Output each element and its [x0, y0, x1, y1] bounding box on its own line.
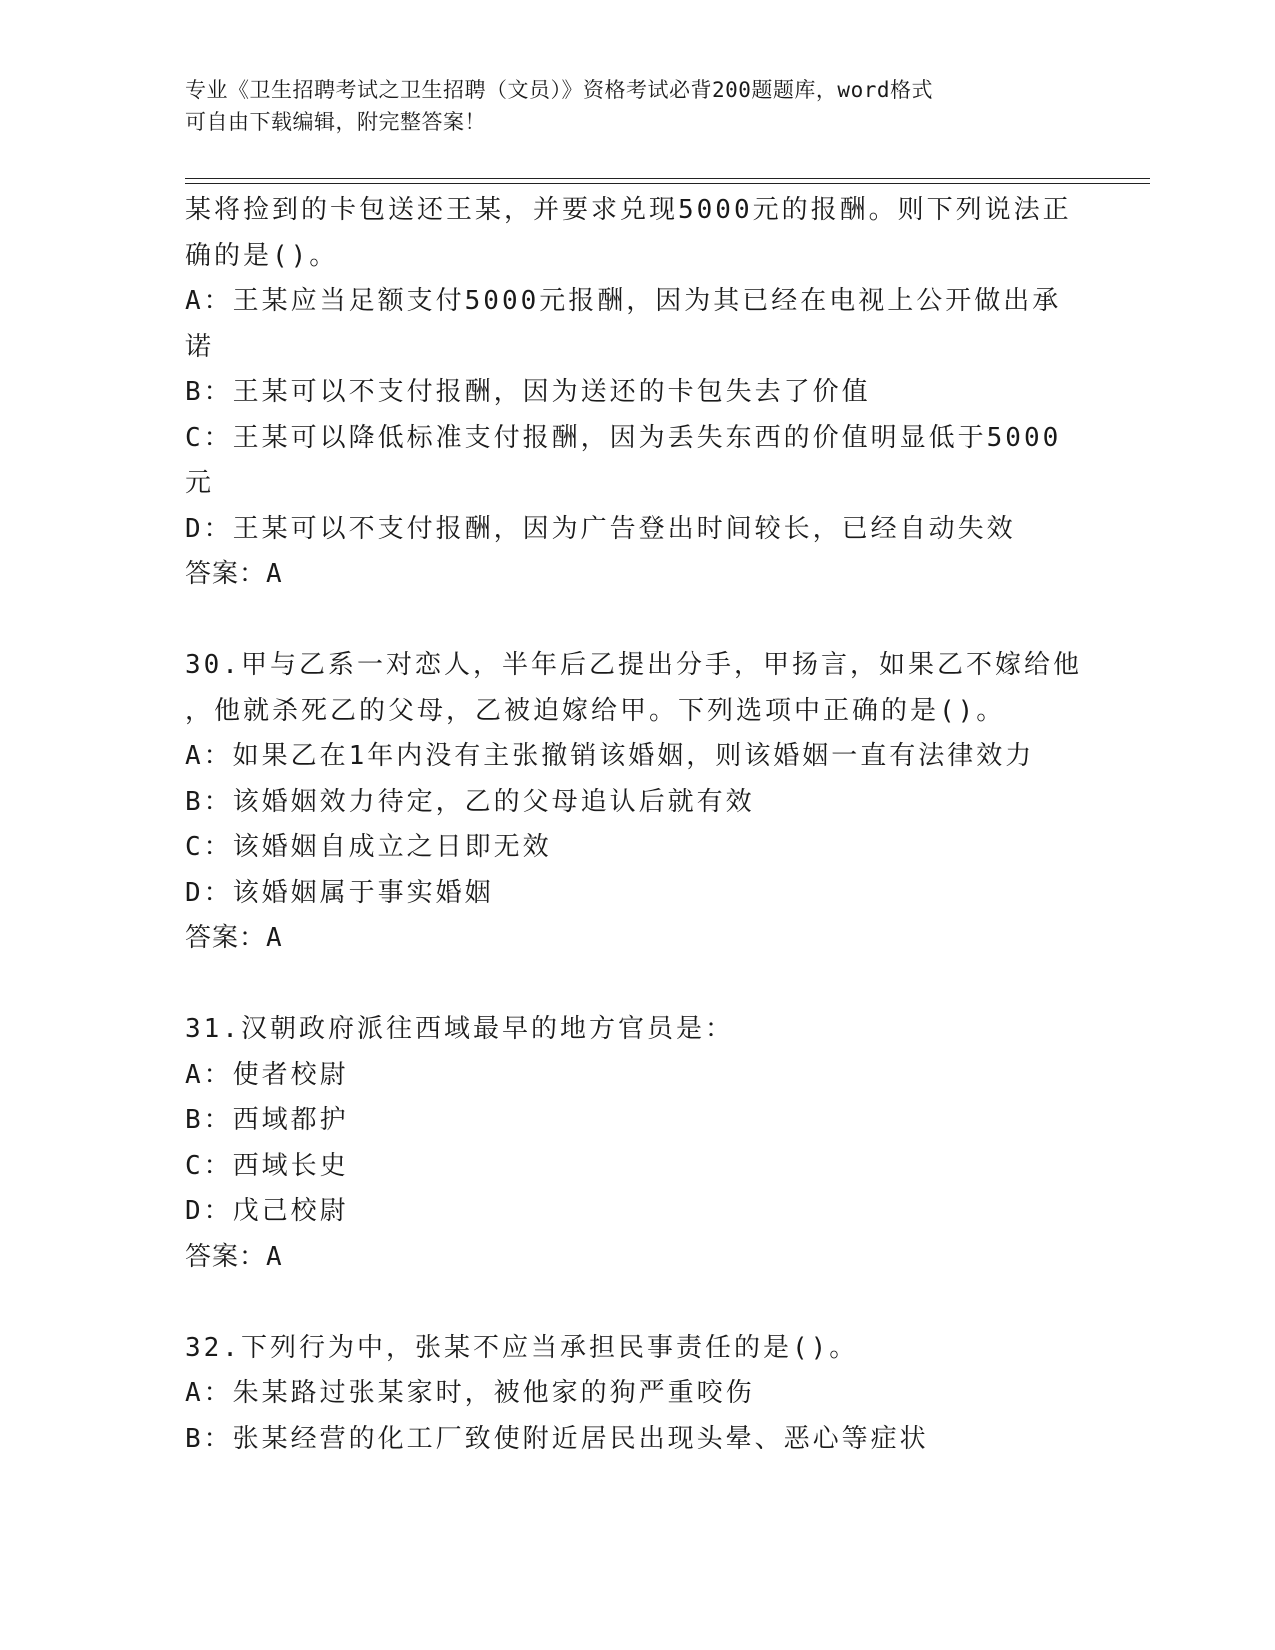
option-b: B：西域都护	[185, 1105, 349, 1135]
question-32	[185, 1326, 1085, 1463]
header-title-line-2: 可自由下载编辑，附完整答案！	[185, 110, 486, 134]
header-divider-top	[185, 178, 1150, 179]
document-header	[185, 74, 1065, 138]
option-b: B：张某经营的化工厂致使附近居民出现头晕、恶心等症状	[185, 1423, 929, 1454]
answer-label: 答案：A	[185, 923, 283, 953]
question-stem: 30.甲与乙系一对恋人，半年后乙提出分手，甲扬言，如果乙不嫁给他	[185, 650, 1082, 680]
header-title-line-1: 专业《卫生招聘考试之卫生招聘（文员）》资格考试必背200题题库，word格式	[185, 78, 933, 102]
question-stem: 确的是()。	[185, 240, 339, 271]
question-31	[185, 1007, 1085, 1280]
option-c: C：该婚姻自成立之日即无效	[185, 832, 552, 862]
option-d: D：该婚姻属于事实婚姻	[185, 877, 494, 908]
option-c: 元	[185, 468, 215, 498]
option-a: A：王某应当足额支付5000元报酬，因为其已经在电视上公开做出承	[185, 286, 1062, 316]
question-30	[185, 643, 1085, 962]
answer-label: 答案：A	[185, 559, 283, 589]
option-c: C：西域长史	[185, 1150, 349, 1181]
option-d: D：王某可以不支付报酬，因为广告登出时间较长，已经自动失效	[185, 513, 1016, 544]
option-a: A：如果乙在1年内没有主张撤销该婚姻，则该婚姻一直有法律效力	[185, 741, 1035, 771]
option-a: A：使者校尉	[185, 1059, 349, 1090]
question-list	[185, 188, 1085, 1462]
question-29	[185, 188, 1085, 598]
question-stem: 32.下列行为中，张某不应当承担民事责任的是()。	[185, 1332, 859, 1363]
question-spacer	[185, 1280, 1085, 1326]
header-divider-bottom	[185, 183, 1150, 184]
question-spacer	[185, 598, 1085, 644]
question-stem: 某将捡到的卡包送还王某，并要求兑现5000元的报酬。则下列说法正	[185, 195, 1072, 225]
question-stem: ，他就杀死乙的父母，乙被迫嫁给甲。下列选项中正确的是()。	[185, 695, 1006, 726]
option-a: 诺	[185, 331, 215, 362]
option-b: B：该婚姻效力待定，乙的父母追认后就有效	[185, 786, 755, 817]
question-spacer	[185, 962, 1085, 1008]
answer-label: 答案：A	[185, 1241, 283, 1272]
option-a: A：朱某路过张某家时，被他家的狗严重咬伤	[185, 1378, 755, 1408]
option-b: B：王某可以不支付报酬，因为送还的卡包失去了价值	[185, 377, 871, 407]
question-stem: 31.汉朝政府派往西域最早的地方官员是：	[185, 1014, 734, 1044]
option-d: D：戊己校尉	[185, 1196, 349, 1226]
option-c: C：王某可以降低标准支付报酬，因为丢失东西的价值明显低于5000	[185, 422, 1062, 453]
